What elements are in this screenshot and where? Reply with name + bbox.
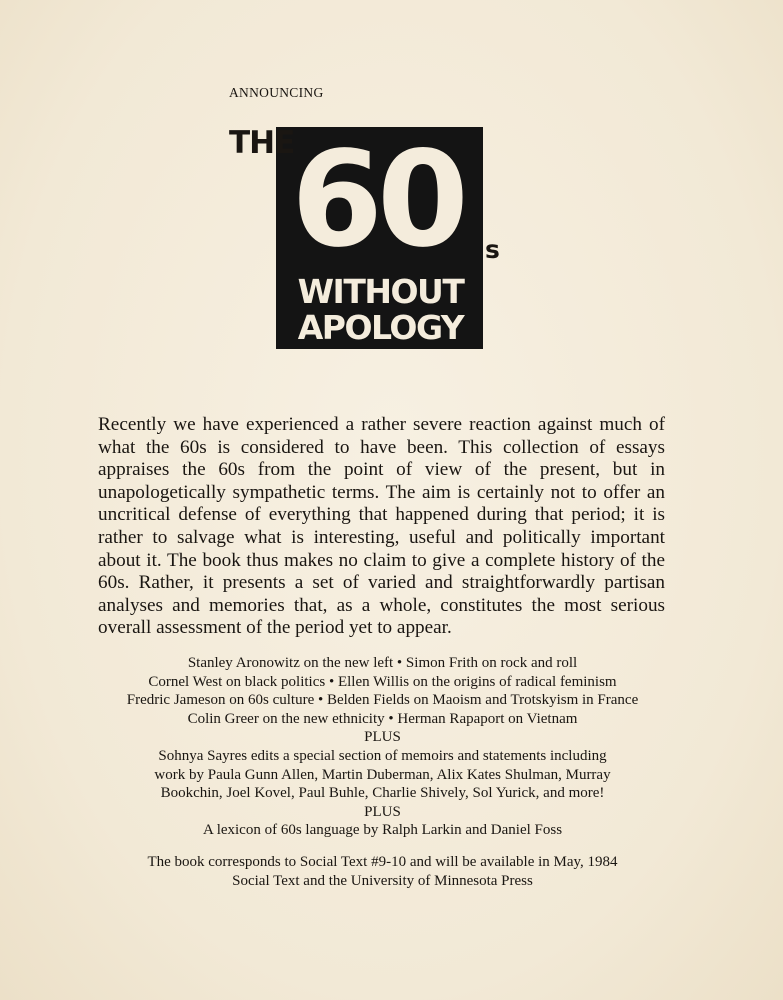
logo-the: THE <box>229 125 295 161</box>
availability-line: The book corresponds to Social Text #9-10 and will be available in May, 1984 <box>147 853 618 870</box>
contributor-line: Stanley Aronowitz on the new left • Simon Frith on rock and roll <box>187 655 578 671</box>
plus-label: PLUS <box>364 729 401 746</box>
publisher-line: Social Text and the University of Minnesota Press <box>232 872 533 889</box>
logo-sixty: 60 <box>291 123 463 277</box>
lexicon-line: A lexicon of 60s language by Ralph Larkin and Daniel Foss <box>202 822 563 839</box>
logo-apology: APOLOGY <box>297 308 464 347</box>
logo-s: s <box>485 235 500 264</box>
plus-label: PLUS <box>364 803 401 820</box>
book-description: Recently we have experienced a rather severe reaction against much of what the 60s is considered to have been. This collection of essays appraises the 60s from the point of view of the present, but in unapologetically sympathetic terms. The aim is certainly not to offer an uncritical defense of everything that happened during that period; it is rather to salvage what is interesting, useful and politically important about it. The book thus makes no claim to give a complete history of the 60s. Rather, it presents a set of varied and straightforwardly partisan analyses and memories that, as a whole, constitutes the most serious overall assessment of the period yet to appear. <box>98 414 665 639</box>
contributor-line: Colin Greer on the new ethnicity • Herman Rapaport on Vietnam <box>187 710 578 727</box>
memoir-line: Sohnya Sayres edits a special section of memoirs and statements including <box>158 747 607 764</box>
contributor-line: Cornel West on black politics • Ellen Willis on the origins of radical feminism <box>148 673 617 690</box>
logo-without: WITHOUT <box>297 272 464 311</box>
announcing-label: ANNOUNCING <box>229 85 324 100</box>
memoir-line: work by Paula Gunn Allen, Martin Duberman, Alix Kates Shulman, Murray <box>154 766 611 783</box>
contents-list <box>85 654 680 890</box>
contributor-line: Fredric Jameson on 60s culture • Belden Fields on Maoism and Trotskyism in France <box>126 692 639 709</box>
memoir-line: Bookchin, Joel Kovel, Paul Buhle, Charlie Shively, Sol Yurick, and more! <box>160 785 605 802</box>
